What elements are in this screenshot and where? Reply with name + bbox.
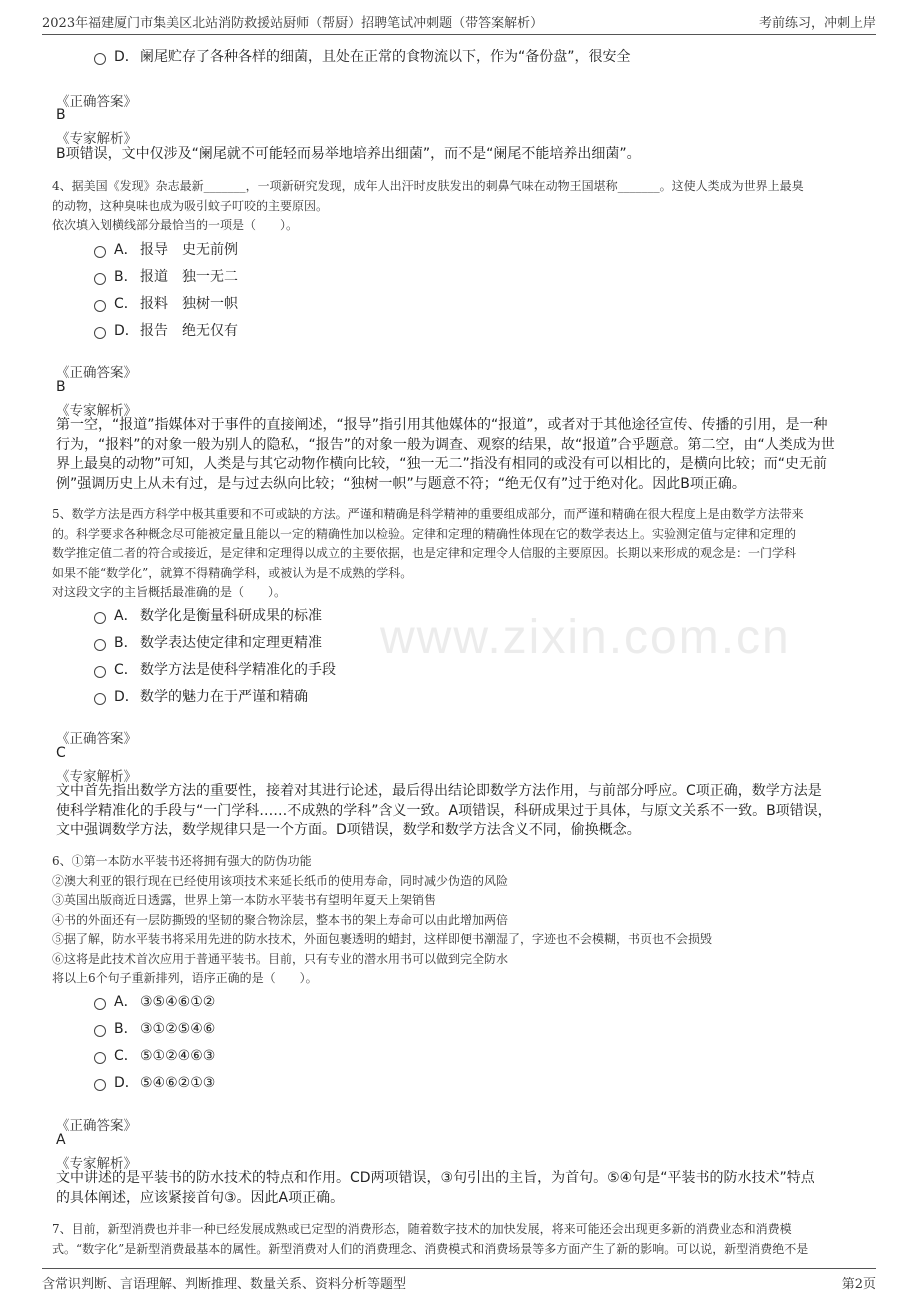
answer-value: B	[56, 107, 66, 123]
radio-icon[interactable]	[94, 1079, 106, 1091]
q6-option-c[interactable]: C． ⑤①②④⑥③	[94, 1045, 215, 1067]
analysis-text: 文中讲述的是平装书的防水技术的特点和作用。CD两项错误，③句引出的主旨，为首句。⑤④句是“平装书的防水技术”特点 的具体阐述，应该紧接首句③。因此A项正确。	[56, 1170, 815, 1206]
document-title: 2023年福建厦门市集美区北站消防救援站厨师（帮厨）招聘笔试冲刺题（带答案解析）	[42, 16, 544, 31]
answer-label: 《正确答案》	[56, 94, 137, 110]
analysis-label: 《专家解析》	[56, 403, 137, 419]
analysis-label: 《专家解析》	[56, 1156, 137, 1172]
q5-option-a[interactable]: A． 数学化是衡量科研成果的标准	[94, 605, 322, 627]
analysis-text: 文中首先指出数学方法的重要性，接着对其进行论述，最后得出结论即数学方法作用，与前部分呼应。C项正确，数学方法是 使科学精准化的手段与“一门学科……不成熟的学科”含义一致。A项错误，科研成果过于具体，与原文关系不一致。B项错误， 文中强调数学方法，数学规律只是一个方面。D项错误，数学和数学方法含义不同，偷换概念。	[56, 783, 832, 838]
radio-icon[interactable]	[94, 998, 106, 1010]
q5-option-d[interactable]: D．数学的魅力在于严谨和精确	[94, 686, 308, 708]
answer-label: 《正确答案》	[56, 365, 137, 381]
q5-option-b[interactable]: B． 数学表达使定律和定理更精准	[94, 632, 322, 654]
q4-option-c[interactable]: C． 报料 独树一帜	[94, 293, 238, 315]
question-7-stem: 7、目前，新型消费也并非一种已经发展成熟或已定型的消费形态，随着数字技术的加快发展，将来可能还会出现更多新的消费业态和消费模 式。“数字化”是新型消费最基本的属性。新型消费对人们的消费理念、消费模式和消费场景等多方面产生了新的影响。可以说，新型消费绝不是	[52, 1222, 809, 1256]
q5-option-c[interactable]: C． 数学方法是使科学精准化的手段	[94, 659, 336, 681]
analysis-label: 《专家解析》	[56, 769, 137, 785]
radio-icon[interactable]	[94, 327, 106, 339]
q6-option-b[interactable]: B． ③①②⑤④⑥	[94, 1018, 215, 1040]
q6-option-a[interactable]: A． ③⑤④⑥①②	[94, 991, 215, 1013]
answer-label: 《正确答案》	[56, 731, 137, 747]
page-number: 第2页	[841, 1277, 876, 1292]
answer-value: B	[56, 379, 66, 395]
radio-icon[interactable]	[94, 666, 106, 678]
question-6-stem: 6、①第一本防水平装书还将拥有强大的防伪功能 ②澳大利亚的银行现在已经使用该项技术来延长纸币的使用寿命，同时减少伪造的风险 ③英国出版商近日透露，世界上第一本防水平装书有望明年夏天上架销售 ④书的外面还有一层防撕毁的坚韧的聚合物涂层，整本书的架上寿命可以由此增加两倍 ⑤据了解，防水平装书将采用先进的防水技术，外面包裹透明的蜡封，这样即便书潮湿了，字迹也不会模糊，书页也不会损毁 ⑥这将是此技术首次应用于普通平装书。目前，只有专业的潜水用书可以做到完全防水 将以上6个句子重新排列，语序正确的是（ ）。	[52, 854, 713, 985]
q4-option-b[interactable]: B． 报道 独一无二	[94, 266, 238, 288]
q4-option-a[interactable]: A． 报导 史无前例	[94, 239, 238, 261]
radio-icon[interactable]	[94, 639, 106, 651]
analysis-label: 《专家解析》	[56, 131, 137, 147]
analysis-text: B项错误，文中仅涉及“阑尾就不可能轻而易举地培养出细菌”，而不是“阑尾不能培养出细菌”。	[56, 146, 641, 162]
question-5-stem: 5、数学方法是西方科学中极其重要和不可或缺的方法。严谨和精确是科学精神的重要组成部分，而严谨和精确在很大程度上是由数学方法带来 的。科学要求各种概念尽可能被定量且能以一定的精确性加以检验。定律和定理的精确性体现在它的数学表达上。实验测定值与定律和定理的 数学推定值二者的符合或接近，是定律和定理得以成立的主要依据，也是定律和定理令人信服的主要原因。长期以来形成的观念是：一门学科 如果不能“数学化”，就算不得精确学科，或被认为是不成熟的学科。 对这段文字的主旨概括最准确的是（ ）。	[52, 507, 804, 599]
q6-option-d[interactable]: D．⑤④⑥②①③	[94, 1072, 215, 1094]
radio-icon[interactable]	[94, 693, 106, 705]
question-4-stem: 4、据美国《发现》杂志最新_______，一项新研究发现，成年人出汗时皮肤发出的刺鼻气味在动物王国堪称_______。这使人类成为世界上最臭 的动物，这种臭味也成为吸引蚊子叮咬的主要原因。 依次填入划横线部分最恰当的一项是（ ）。	[52, 179, 804, 232]
footer-note: 含常识判断、言语理解、判断推理、数量关系、资料分析等题型	[42, 1277, 407, 1292]
radio-icon[interactable]	[94, 612, 106, 624]
answer-label: 《正确答案》	[56, 1118, 137, 1134]
radio-icon[interactable]	[94, 53, 106, 65]
header-slogan: 考前练习，冲刺上岸	[758, 16, 876, 31]
radio-icon[interactable]	[94, 246, 106, 258]
page-header	[42, 10, 876, 35]
page-footer	[42, 1268, 876, 1293]
q4-option-d[interactable]: D．报告 绝无仅有	[94, 320, 238, 342]
watermark: www.zixin.com.cn	[380, 611, 791, 664]
radio-icon[interactable]	[94, 1025, 106, 1037]
q3-option-d[interactable]: D．阑尾贮存了各种各样的细菌，且处在正常的食物流以下，作为“备份盘”，很安全	[94, 46, 631, 68]
radio-icon[interactable]	[94, 273, 106, 285]
answer-value: A	[56, 1132, 66, 1148]
radio-icon[interactable]	[94, 1052, 106, 1064]
analysis-text: 第一空，“报道”指媒体对于事件的直接阐述，“报导”指引用其他媒体的“报道”，或者对于其他途径宣传、传播的引用，是一种 行为，“报料”的对象一般为别人的隐私，“报告”的对象一般为调查、观察的结果，故“报道”合乎题意。第二空，由“人类成为世 界上最臭的动物”可知，人类是与其它动物作横向比较，“独一无二”指没有相同的或没有可以相比的，是横向比较；而“史无前 例”强调历史上从未有过，是与过去纵向比较；“独树一帜”与题意不符；“绝无仅有”过于绝对化。因此B项正确。	[56, 417, 835, 492]
answer-value: C	[56, 745, 66, 761]
radio-icon[interactable]	[94, 300, 106, 312]
